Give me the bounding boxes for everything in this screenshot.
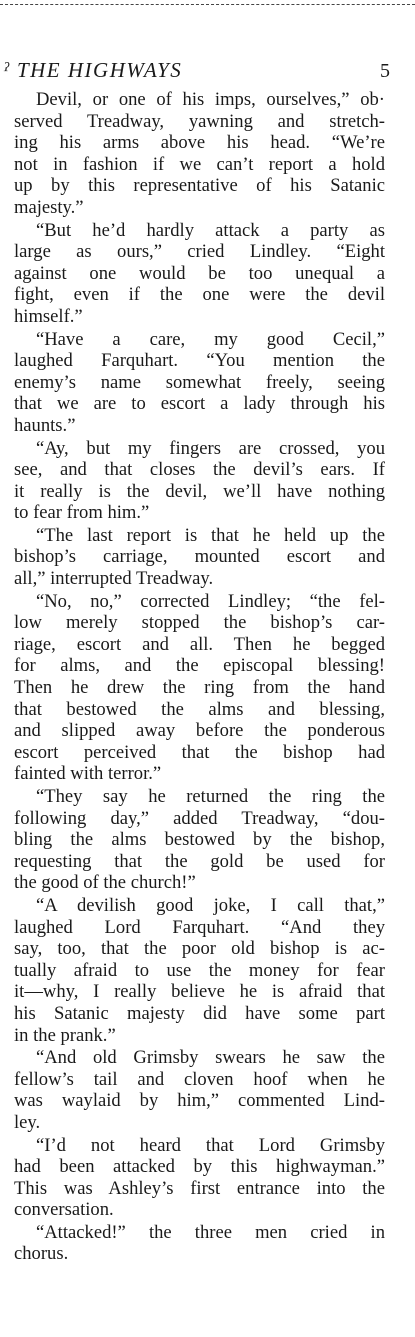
paragraph [14,895,385,1046]
running-head [0,58,390,86]
text-line: bishop’s carriage, mounted escort and [14,546,385,568]
text-line: it really is the devil, we’ll have nothing [14,480,385,502]
text-line: “Ay, but my fingers are crossed, you [36,437,385,459]
paragraph [14,329,385,437]
paragraph [14,1222,385,1265]
text-line: chorus. [14,1243,69,1265]
text-line: “The last report is that he held up the [36,524,385,546]
text-line: “Have a care, my good Cecil,” [36,328,385,350]
running-title: ˀ THE HIGHWAYS [3,58,183,82]
text-line: his Satanic majesty did have some part [14,1002,385,1024]
paragraph [14,786,385,894]
text-line: fainted with terror.” [14,763,162,785]
text-line: himself.” [14,305,83,327]
text-line: “They say he returned the ring the [36,786,385,807]
text-line: in the prank.” [14,1024,116,1046]
text-line: low merely stopped the bishop’s car- [14,612,385,634]
top-rule [0,4,415,5]
text-line: “No, no,” corrected Lindley; “the fel- [36,590,385,612]
paragraph [14,1047,385,1133]
text-line: requesting that the gold be used for [14,850,385,872]
text-line: served Treadway, yawning and stretch- [14,110,385,132]
paragraph [14,220,385,328]
text-line: “And old Grimsby swears he saw the [36,1047,385,1069]
text-line: “I’d not heard that Lord Grimsby [36,1134,385,1156]
text-line: say, too, that the poor old bishop is ac- [14,938,385,960]
text-line: “Attacked!” the three men cried in [36,1221,385,1243]
body-text [14,89,385,1266]
text-line: riage, escort and all. Then he begged [14,633,385,655]
paragraph [14,591,385,785]
text-line: fellow’s tail and cloven hoof when he [14,1068,385,1090]
text-line: enemy’s name somewhat freely, seeing [14,371,385,393]
text-line: that we are to escort a lady through his [14,393,385,415]
text-line: large as ours,” cried Lindley. “Eight [14,241,385,263]
text-line: up by this representative of his Satanic [14,175,385,197]
text-line: haunts.” [14,414,76,436]
text-line: against one would be too unequal a [14,262,385,284]
paragraph [14,438,385,524]
text-line: the good of the church!” [14,872,196,894]
text-line: fight, even if the one were the devil [14,284,385,306]
text-line: Devil, or one of his imps, ourselves,” ob· [36,89,385,110]
paragraph [14,1135,385,1221]
text-line: This was Ashley’s first entrance into the [14,1177,385,1199]
text-line: following day,” added Treadway, “dou- [14,807,385,829]
text-line: see, and that closes the devil’s ears. If [14,459,385,481]
text-line: to fear from him.” [14,502,150,524]
text-line: all,” interrupted Treadway. [14,568,214,590]
text-line: escort perceived that the bishop had [14,741,385,763]
text-line: “But he’d hardly attack a party as [36,219,385,241]
text-line: laughed Farquhart. “You mention the [14,350,385,372]
text-line: bling the alms bestowed by the bishop, [14,829,385,851]
text-line: it—why, I really believe he is afraid that [14,981,385,1003]
text-line: ley. [14,1111,41,1133]
paragraph [14,89,385,219]
text-line: majesty.” [14,196,84,218]
text-line: was waylaid by him,” commented Lind- [14,1090,385,1112]
text-line: Then he drew the ring from the hand [14,677,385,699]
text-line: and slipped away before the ponderous [14,720,385,742]
text-line: not in fashion if we can’t report a hold [14,153,385,175]
text-line: that bestowed the alms and blessing, [14,698,385,720]
paragraph [14,525,385,590]
text-line: had been attacked by this highwayman.” [14,1156,385,1178]
text-line: for alms, and the episcopal blessing! [14,655,385,677]
text-line: laughed Lord Farquhart. “And they [14,916,385,938]
page-number: 5 [380,60,390,82]
text-line: conversation. [14,1199,114,1221]
text-line: “A devilish good joke, I call that,” [36,894,385,916]
text-line: ing his arms above his head. “We’re [14,132,385,154]
text-line: tually afraid to use the money for fear [14,959,385,981]
